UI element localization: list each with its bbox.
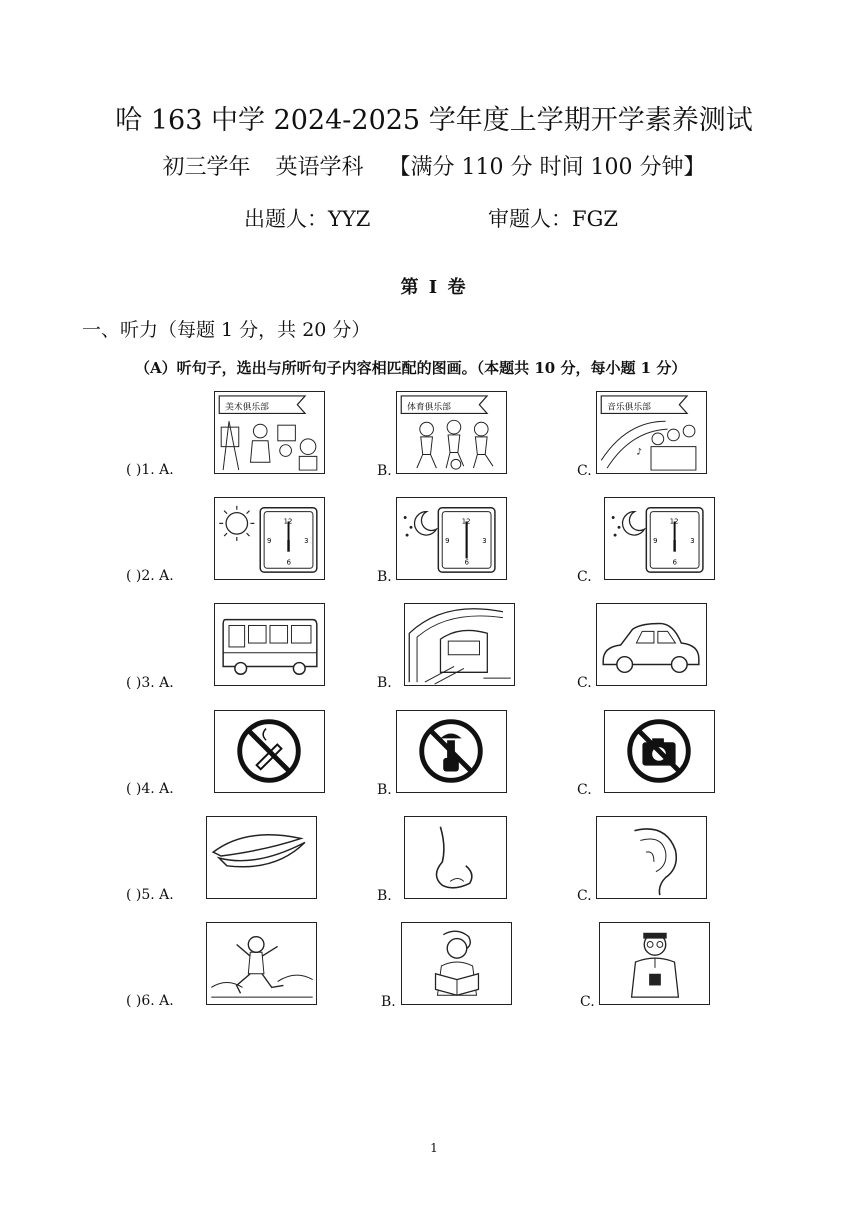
- question-2-option-b: B.: [377, 569, 392, 585]
- clock-b-6: 6: [464, 558, 470, 567]
- subway-picture[interactable]: [404, 603, 515, 686]
- mouth-picture[interactable]: [206, 816, 317, 899]
- sun-clock-picture[interactable]: [214, 497, 325, 580]
- nose-picture[interactable]: [404, 816, 507, 899]
- question-4-option-c: C.: [577, 782, 592, 798]
- reviewer-label: 审题人：FGZ: [488, 207, 618, 231]
- exam-subtitle: [0, 150, 868, 181]
- reading-person-picture[interactable]: [401, 922, 512, 1005]
- clock-c-3: 3: [690, 536, 695, 545]
- grade-label: 初三学年: [162, 155, 251, 180]
- question-2-label: ( )2. A.: [126, 568, 174, 584]
- moon-clock-picture-c[interactable]: [604, 497, 715, 580]
- music-note-icon: ♪: [636, 447, 642, 458]
- music-club-sign: 音乐俱乐部: [607, 402, 651, 413]
- question-3-option-c: C.: [577, 675, 592, 691]
- clock-c-9: 9: [653, 536, 658, 545]
- question-3-option-b: B.: [377, 675, 392, 691]
- instruction-text: （A）听句子，选出与所听句子内容相匹配的图画。（本题共 10 分，每小题 1 分）: [135, 359, 687, 377]
- question-4-option-b: B.: [377, 782, 392, 798]
- question-1-option-c: C.: [577, 463, 592, 479]
- ear-picture[interactable]: [596, 816, 707, 899]
- question-6-option-b: B.: [381, 994, 396, 1010]
- car-picture[interactable]: [596, 603, 707, 686]
- moon-clock-picture-b[interactable]: [396, 497, 507, 580]
- music-club-picture[interactable]: [596, 391, 707, 474]
- running-boy-picture[interactable]: [206, 922, 317, 1005]
- question-5-label: ( )5. A.: [126, 887, 174, 903]
- question-5-option-b: B.: [377, 888, 392, 904]
- sports-club-picture[interactable]: [396, 391, 507, 474]
- clock-b-9: 9: [445, 536, 450, 545]
- clock-a-3: 3: [304, 536, 309, 545]
- question-5-option-c: C.: [577, 888, 592, 904]
- author-label: 出题人：YYZ: [244, 207, 371, 231]
- coffee-man-picture[interactable]: [599, 922, 710, 1005]
- clock-c-12: 12: [669, 517, 679, 526]
- no-smoking-sign-picture[interactable]: [214, 710, 325, 793]
- question-6-option-c: C.: [580, 994, 595, 1010]
- clock-c-6: 6: [672, 558, 678, 567]
- subject-label: 英语学科: [275, 155, 364, 180]
- exam-title: 哈 163 中学 2024-2025 学年度上学期开学素养测试: [115, 105, 753, 136]
- question-3-label: ( )3. A.: [126, 675, 174, 691]
- clock-a-9: 9: [267, 536, 272, 545]
- question-4-label: ( )4. A.: [126, 781, 174, 797]
- page-number: 1: [430, 1141, 438, 1155]
- section-heading: 一、听力（每题 1 分，共 20 分）: [82, 319, 371, 341]
- art-club-sign: 美术俱乐部: [225, 402, 269, 413]
- art-club-picture[interactable]: [214, 391, 325, 474]
- clock-a-6: 6: [286, 558, 291, 567]
- score-time-label: 【满分 110 分 时间 100 分钟】: [388, 155, 706, 180]
- question-1-option-b: B.: [377, 463, 392, 479]
- no-photos-sign-picture[interactable]: [604, 710, 715, 793]
- clock-a-12: 12: [283, 517, 293, 526]
- question-2-option-c: C.: [577, 569, 592, 585]
- bus-picture[interactable]: [214, 603, 325, 686]
- clock-b-3: 3: [482, 536, 487, 545]
- volume-heading: 第 I 卷: [400, 277, 468, 298]
- clock-b-12: 12: [461, 517, 471, 526]
- question-6-label: ( )6. A.: [126, 993, 174, 1009]
- keep-quiet-sign-picture[interactable]: [396, 710, 507, 793]
- sports-club-sign: 体育俱乐部: [407, 402, 451, 413]
- question-1-label: ( )1. A.: [126, 462, 174, 478]
